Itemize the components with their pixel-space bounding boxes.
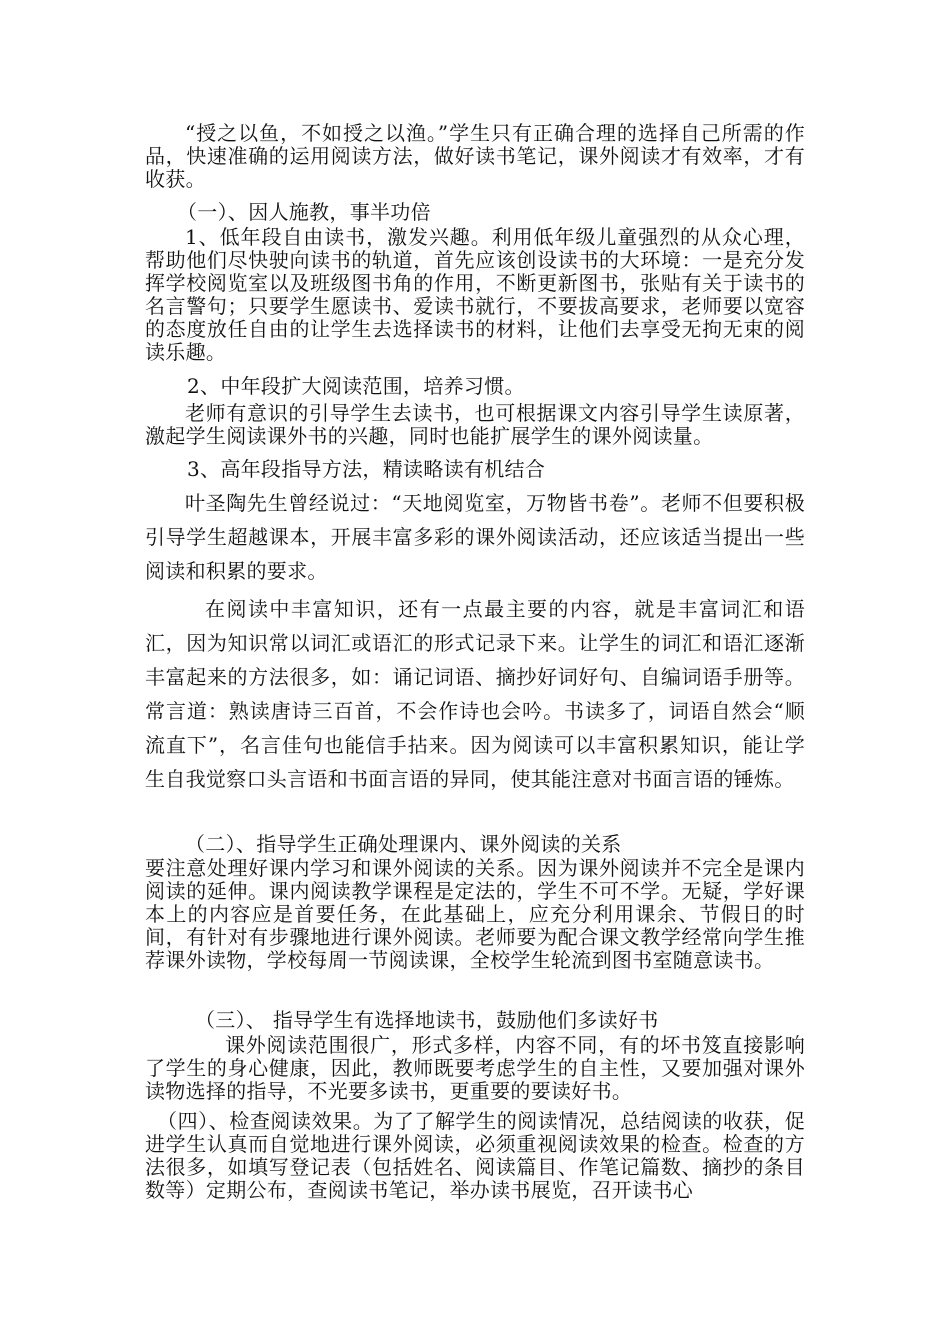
paragraph-middle-grades: 老师有意识的引导学生去读书，也可根据课文内容引导学生读原著，激起学生阅读课外书的兴趣，同时也能扩展学生的课外阅读量。 xyxy=(145,401,805,448)
paragraph-fish-proverb: “授之以鱼，不如授之以渔。”学生只有正确合理的选择自己所需的作品，快速准确的运用阅读方法，做好读书笔记，课外阅读才有效率，才有收获。 xyxy=(145,121,805,191)
paragraph-middle-grades-title: 2、中年段扩大阅读范围，培养习惯。 xyxy=(187,374,525,398)
heading-section-two: （二）、指导学生正确处理课内、课外阅读的关系 xyxy=(185,832,622,856)
paragraph-vocabulary: 在阅读中丰富知识，还有一点最主要的内容，就是丰富词汇和语汇，因为知识常以词汇或语汇的形式记录下来。让学生的词汇和语汇逐渐丰富起来的方法很多，如：诵记词语、摘抄好词好句、自编词语手册等。常言道：熟读唐诗三百首，不会作诗也会吟。书读多了，词语自然会“顺流直下”，名言佳句也能信手拈来。因为阅读可以丰富积累知识，能让学生自我觉察口头言语和书面言语的异同，使其能注意对书面言语的锤炼。 xyxy=(145,597,805,791)
paragraph-ye-shengtao-quote: 叶圣陶先生曾经说过：“天地阅览室，万物皆书卷”。老师不但要积极引导学生超越课本，开展丰富多彩的课外阅读活动，还应该适当提出一些阅读和积累的要求。 xyxy=(145,491,805,583)
paragraph-lower-grades: 1、低年段自由读书，激发兴趣。利用低年级儿童强烈的从众心理，帮助他们尽快驶向读书的轨道，首先应该创设读书的大环境：一是充分发挥学校阅览室以及班级图书角的作用，不断更新图书，张贴有关于读书的名言警句；只要学生愿读书、爱读书就行，不要拔高要求，老师要以宽容的态度放任自由的让学生去选择读书的材料，让他们去享受无拘无束的阅读乐趣。 xyxy=(145,225,805,364)
paragraph-check-effect: （四）、检查阅读效果。为了了解学生的阅读情况，总结阅读的收获，促进学生认真而自觉地进行课外阅读，必须重视阅读效果的检查。检查的方法很多，如填写登记表（包括姓名、阅读篇目、作笔记篇数、摘抄的条目数等）定期公布，查阅读书笔记，举办读书展览，召开读书心 xyxy=(145,1109,805,1202)
paragraph-inside-outside-class: 要注意处理好课内学习和课外阅读的关系。因为课外阅读并不完全是课内阅读的延伸。课内阅读教学课程是定法的，学生不可不学。无疑，学好课本上的内容应是首要任务，在此基础上，应充分利用课余、节假日的时间，有针对有步骤地进行课外阅读。老师要为配合课文教学经常向学生推荐课外读物，学校每周一节阅读课，全校学生轮流到图书室随意读书。 xyxy=(145,856,805,972)
paragraph-choose-good-books: 课外阅读范围很广，形式多样，内容不同，有的坏书笈直接影响了学生的身心健康，因此，教师既要考虑学生的自主性，又要加强对课外读物选择的指导，不光要多读书，更重要的要读好书。 xyxy=(145,1033,805,1103)
heading-section-three: （三）、 指导学生有选择地读书，鼓励他们多读好书 xyxy=(195,1008,659,1032)
paragraph-upper-grades-title: 3、高年段指导方法，精读略读有机结合 xyxy=(187,457,546,481)
heading-section-one: （一）、因人施教，事半功倍 xyxy=(177,200,431,224)
